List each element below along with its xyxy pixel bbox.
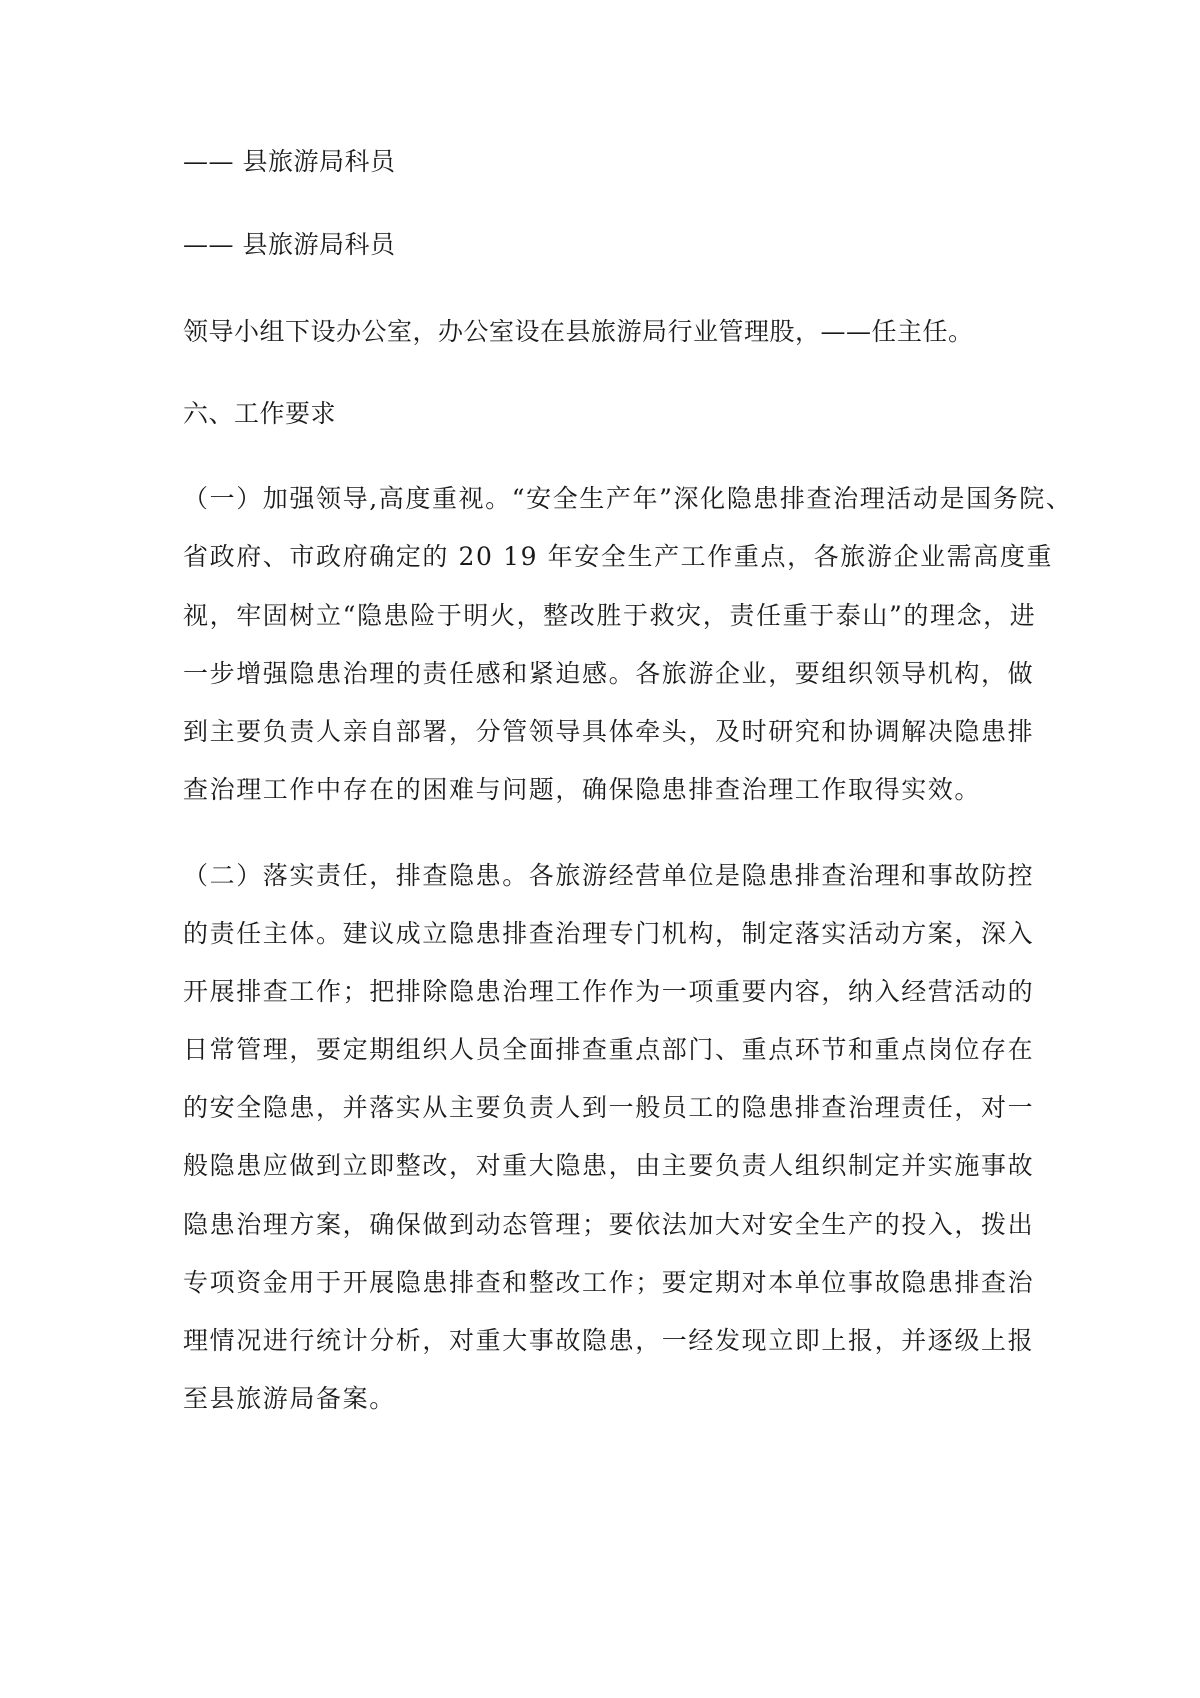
paragraph-2-line: （二）落实责任，排查隐患。各旅游经营单位是隐患排查治理和事故防控 [183, 861, 1035, 890]
paragraph-2-line: 的责任主体。建议成立隐患排查治理专门机构，制定落实活动方案，深入 [183, 919, 1035, 948]
office-line: 领导小组下设办公室，办公室设在县旅游局行业管理股，——任主任。 [183, 317, 974, 346]
paragraph-2-line: 专项资金用于开展隐患排查和整改工作；要定期对本单位事故隐患排查治 [183, 1268, 1035, 1297]
section-heading: 六、工作要求 [183, 399, 337, 428]
member-line-1: —— 县旅游局科员 [183, 147, 396, 176]
paragraph-1-line: 查治理工作中存在的困难与问题，确保隐患排查治理工作取得实效。 [183, 775, 982, 804]
paragraph-2-line: 的安全隐患，并落实从主要负责人到一般员工的隐患排查治理责任，对一 [183, 1093, 1035, 1122]
paragraph-1-line: 到主要负责人亲自部署，分管领导具体牵头，及时研究和协调解决隐患排 [183, 717, 1035, 746]
paragraph-1-line: （一）加强领导,高度重视。“安全生产年”深化隐患排查治理活动是国务院、 [183, 484, 1073, 513]
paragraph-2-line: 日常管理，要定期组织人员全面排查重点部门、重点环节和重点岗位存在 [183, 1035, 1035, 1064]
member-line-2: —— 县旅游局科员 [183, 230, 396, 259]
paragraph-2-line: 般隐患应做到立即整改，对重大隐患，由主要负责人组织制定并实施事故 [183, 1151, 1035, 1180]
paragraph-1-line: 一步增强隐患治理的责任感和紧迫感。各旅游企业，要组织领导机构，做 [183, 659, 1035, 688]
paragraph-2-line: 隐患治理方案，确保做到动态管理；要依法加大对安全生产的投入，拨出 [183, 1210, 1035, 1239]
paragraph-1-line: 省政府、市政府确定的 20 19 年安全生产工作重点，各旅游企业需高度重 [183, 542, 1054, 571]
paragraph-2-line: 开展排查工作；把排除隐患治理工作作为一项重要内容，纳入经营活动的 [183, 977, 1035, 1006]
paragraph-2-line: 至县旅游局备案。 [183, 1384, 396, 1413]
paragraph-1-line: 视，牢固树立“隐患险于明火，整改胜于救灾，责任重于泰山”的理念，进 [183, 601, 1037, 630]
paragraph-2-line: 理情况进行统计分析，对重大事故隐患，一经发现立即上报，并逐级上报 [183, 1326, 1035, 1355]
